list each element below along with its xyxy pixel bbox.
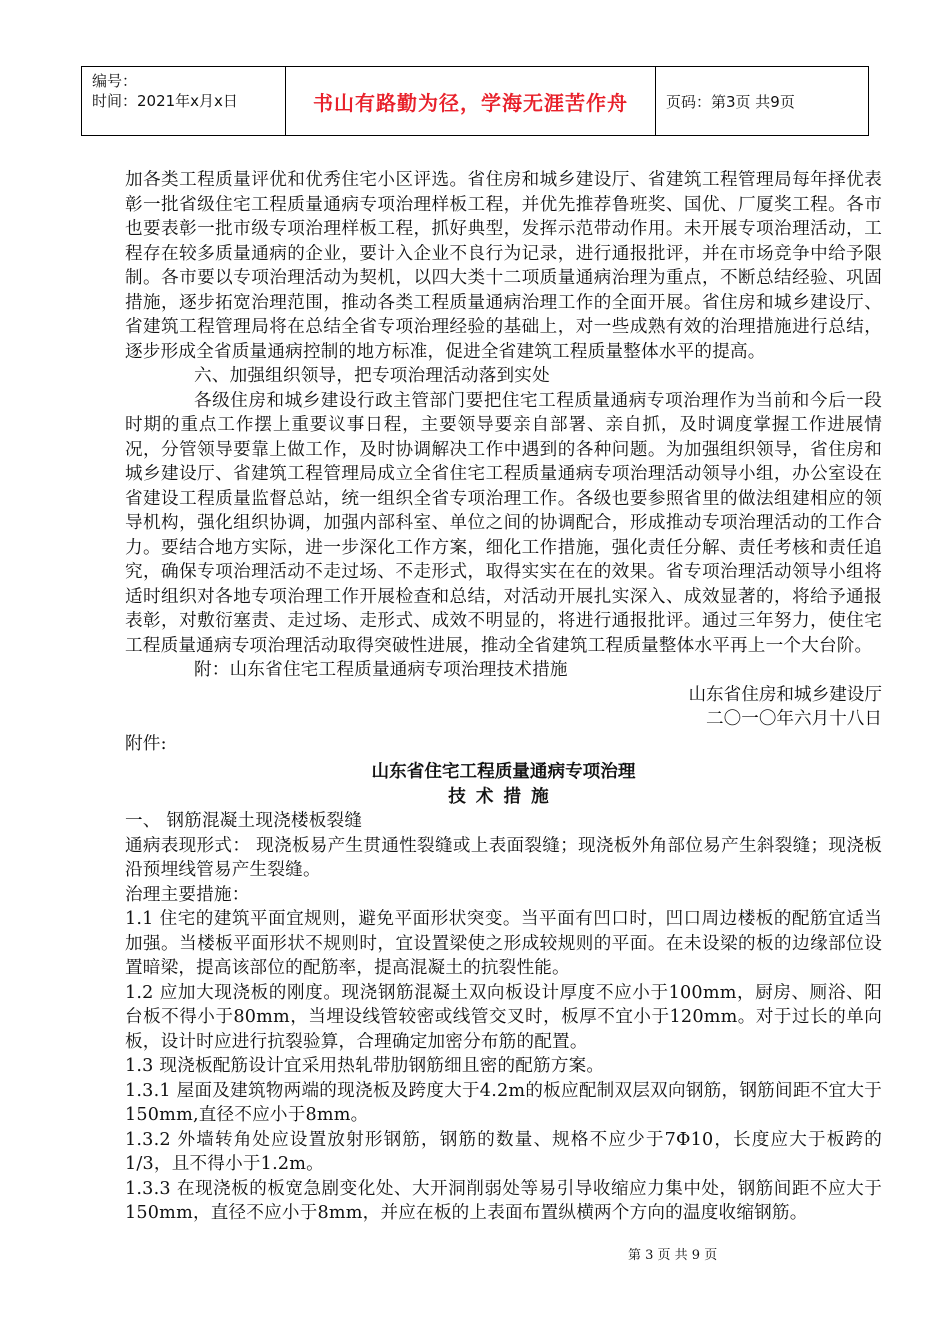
- signer: 山东省住房和城乡建设厅: [688, 684, 882, 705]
- measure-1-3-3: 1.3.3 在现浇板的板宽急剧变化处、大开洞削弱处等易引导收缩应力集中处，钢筋间距不应大于150mm，直径不应小于8mm，并应在板的上表面布置纵横两个方向的温度收缩钢筋。: [125, 1178, 882, 1223]
- document-time-label: 时间：2021年x月x日: [92, 92, 238, 110]
- measure-1-2: 1.2 应加大现浇板的刚度。现浇钢筋混凝土双向板设计厚度不应小于100mm，厨房、厕浴、阳台板不得小于80mm，当埋设线管较密或线管交叉时，板厚不宜小于120mm。对于过长的单向板，设计时应进行抗裂验算，合理确定加密分布筋的配置。: [125, 982, 882, 1052]
- footer-page-number: 第 3 页 共 9 页: [628, 1248, 718, 1263]
- attachment-label: 附件:: [125, 733, 167, 754]
- document-title-line-2: 技术措施: [448, 785, 559, 807]
- document-number-label: 编号：: [92, 72, 138, 90]
- signature-date: 二〇一〇年六月十八日: [706, 709, 882, 729]
- symptoms-paragraph: 通病表现形式： 现浇板易产生贯通性裂缝或上表面裂缝；现浇板外角部位易产生斜裂缝；现浇板沿预埋线管易产生裂缝。: [125, 835, 882, 880]
- header-page-label: 页码：第3页 共9页: [666, 92, 795, 111]
- header-meta-cell: [82, 67, 286, 135]
- measure-1-3-1: 1.3.1 屋面及建筑物两端的现浇板及跨度大于4.2m的板应配制双层双向钢筋，钢筋间距不宜大于150mm,直径不应小于8mm。: [125, 1080, 882, 1125]
- attachment-note: 附：山东省住宅工程质量通病专项治理技术措施: [194, 660, 568, 680]
- document-header-table: [81, 66, 869, 136]
- measure-1-1: 1.1 住宅的建筑平面宜规则，避免平面形状突变。当平面有凹口时，凹口周边楼板的配筋宜适当加强。当楼板平面形状不规则时，宜设置梁使之形成较规则的平面。在未设梁的板的边缘部位设置暗梁，提高该部位的配筋率，提高混凝土的抗裂性能。: [125, 909, 882, 978]
- document-title-line-1: 山东省住宅工程质量通病专项治理: [371, 761, 636, 782]
- measure-1-3-2: 1.3.2 外墙转角处应设置放射形钢筋，钢筋的数量、规格不应少于7Φ10，长度应大于板跨的1/3，且不得小于1.2m。: [125, 1129, 882, 1174]
- item-heading-1: 一、 钢筋混凝土现浇楼板裂缝: [125, 811, 363, 831]
- paragraph-section-6: 各级住房和城乡建设行政主管部门要把住宅工程质量通病专项治理作为当前和今后一段时期的重点工作摆上重要议事日程，主要领导要亲自部署、亲自抓，及时调度掌握工作进展情况，分管领导要靠上做工作，及时协调解决工作中遇到的各种问题。为加强组织领导，省住房和城乡建设厅、省建筑工程管理局成立全省住宅工程质量通病专项治理活动领导小组，办公室设在省建设工程质量监督总站，统一组织全省专项治理工作。各级也要参照省里的做法组建相应的领导机构，强化组织协调，加强内部科室、单位之间的协调配合，形成推动专项治理活动的工作合力。要结合地方实际，进一步深化工作方案，细化工作措施，强化责任分解、责任考核和责任追究，确保专项治理活动不走过场、不走形式，取得实实在在的效果。省专项治理活动领导小组将适时组织对各地专项治理工作开展检查和总结，对活动开展扎实深入、成效显著的，将给予通报表彰，对敷衍塞责、走过场、走形式、成效不明显的，将进行通报批评。通过三年努力，使住宅工程质量通病专项治理活动取得突破性进展，推动全省建筑工程质量整体水平再上一个大台阶。: [125, 390, 882, 656]
- section-heading-6: 六、加强组织领导，把专项治理活动落到实处: [194, 366, 550, 386]
- header-motto: 书山有路勤为径，学海无涯苦作舟: [286, 67, 656, 135]
- measure-1-3: 1.3 现浇板配筋设计宜采用热轧带肋钢筋细且密的配筋方案。: [125, 1056, 605, 1076]
- document-body: [125, 168, 882, 1226]
- paragraph-continued: 加各类工程质量评优和优秀住宅小区评选。省住房和城乡建设厅、省建筑工程管理局每年择优表彰一批省级住宅工程质量通病专项治理样板工程，并优先推荐鲁班奖、国优、厂厦奖工程。各市也要表彰一批市级专项治理样板工程，抓好典型，发挥示范带动作用。未开展专项治理活动，工程存在较多质量通病的企业，要计入企业不良行为记录，进行通报批评，并在市场竞争中给予限制。各市要以专项治理活动为契机，以四大类十二项质量通病治理为重点，不断总结经验、巩固措施，逐步拓宽治理范围，推动各类工程质量通病治理工作的全面开展。省住房和城乡建设厅、省建筑工程管理局将在总结全省专项治理经验的基础上，对一些成熟有效的治理措施进行总结，逐步形成全省质量通病控制的地方标准，促进全省建筑工程质量整体水平的提高。: [125, 170, 882, 362]
- measures-label: 治理主要措施：: [125, 884, 250, 905]
